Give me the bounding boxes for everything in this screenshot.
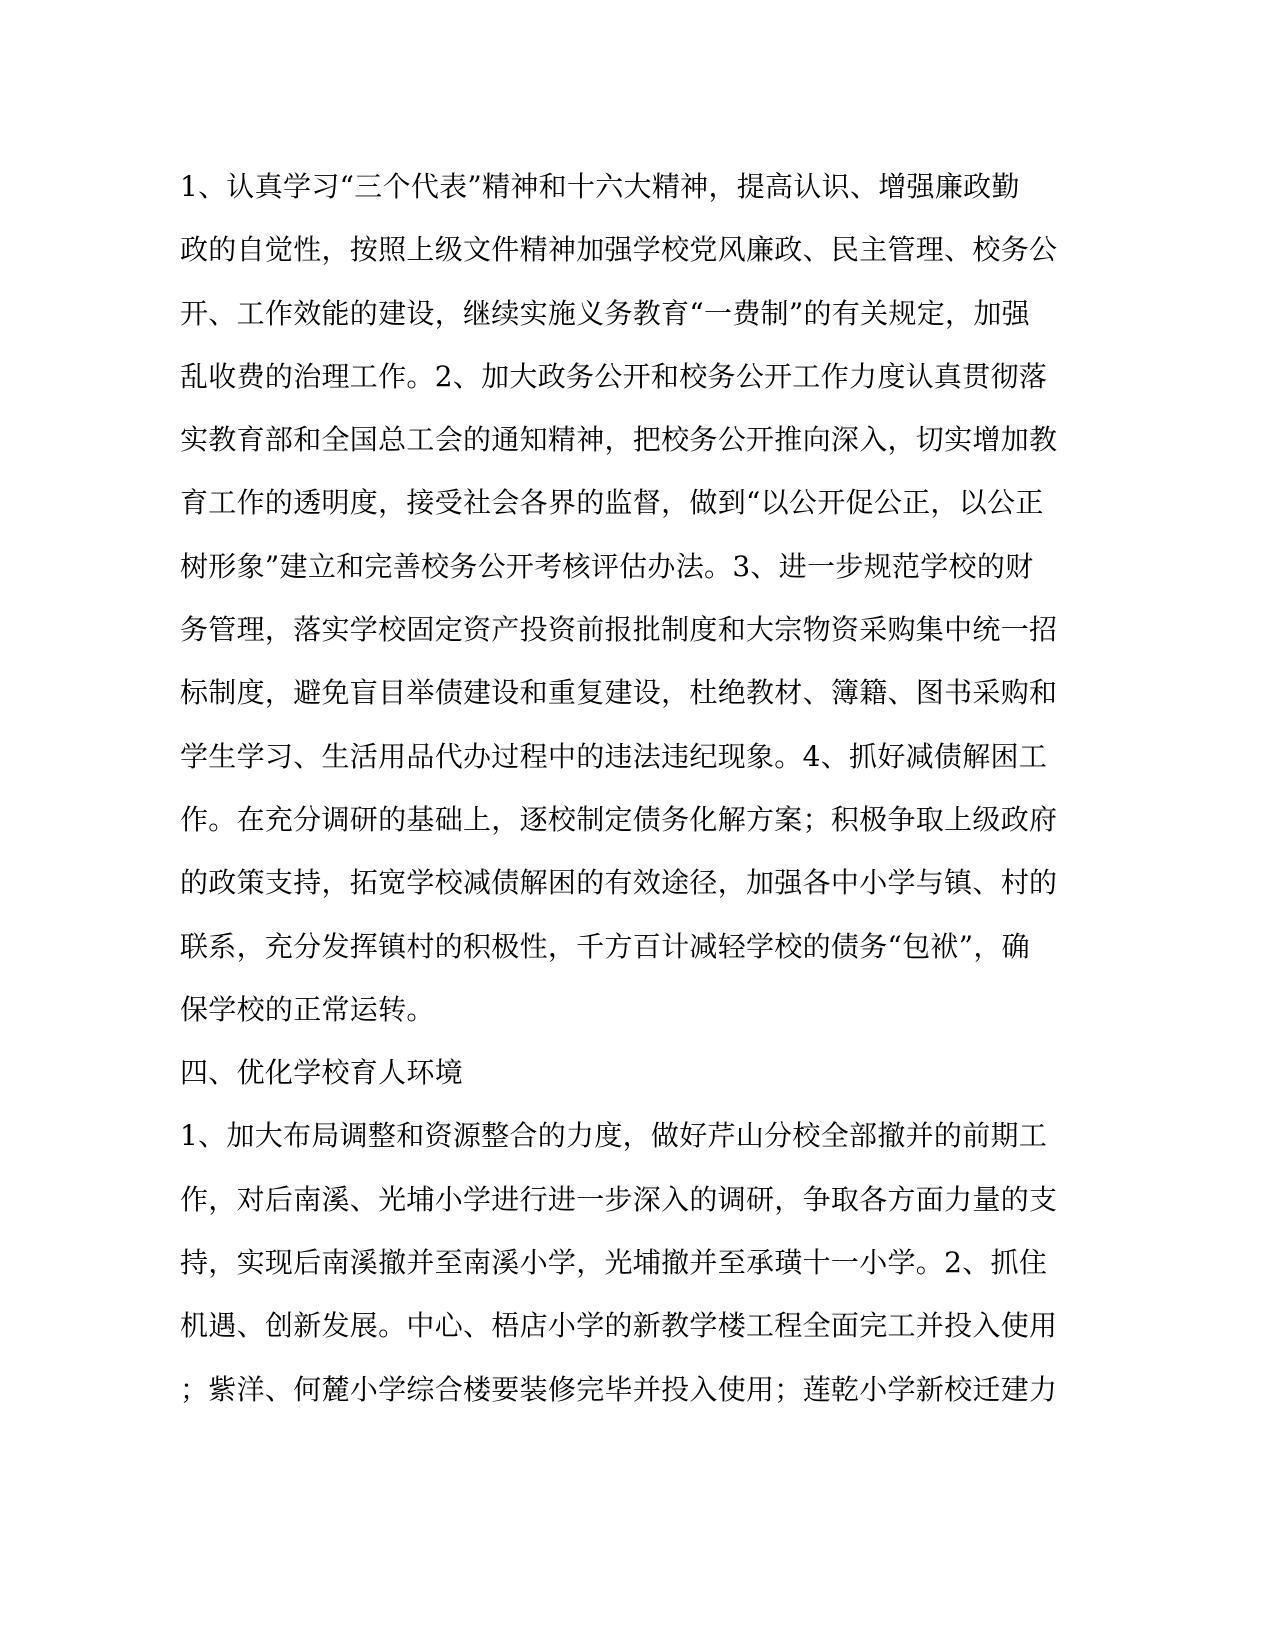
text-line: 实教育部和全国总工会的通知精神，把校务公开推向深入，切实增加教 — [180, 423, 1058, 457]
text-line: 1、认真学习“三个代表”精神和十六大精神，提高认识、增强廉政勤 — [180, 170, 1020, 203]
text-line: 机遇、创新发展。中心、梧店小学的新教学楼工程全面完工并投入使用 — [180, 1309, 1058, 1343]
text-line: 标制度，避免盲目举债建设和重复建设，杜绝教材、簿籍、图书采购和 — [180, 676, 1058, 710]
text-line: 的政策支持，拓宽学校减债解困的有效途径，加强各中小学与镇、村的 — [180, 866, 1058, 900]
text-line: 持，实现后南溪撤并至南溪小学，光埔撤并至承璜十一小学。2、抓住 — [180, 1246, 1048, 1280]
text-line: 育工作的透明度，接受社会各界的监督，做到“以公开促公正，以公正 — [180, 486, 1044, 520]
text-line: 政的自觉性，按照上级文件精神加强学校党风廉政、民主管理、校务公 — [180, 233, 1058, 267]
text-line: 开、工作效能的建设，继续实施义务教育“一费制”的有关规定，加强 — [180, 296, 1030, 330]
text-line: 作，对后南溪、光埔小学进行进一步深入的调研，争取各方面力量的支 — [180, 1182, 1058, 1216]
text-line: 乱收费的治理工作。2、加大政务公开和校务公开工作力度认真贯彻落 — [180, 359, 1048, 393]
body-text — [180, 155, 1058, 1421]
text-line: 保学校的正常运转。 — [180, 992, 435, 1026]
text-line: 1、加大布局调整和资源整合的力度，做好芹山分校全部撤并的前期工 — [180, 1119, 1048, 1153]
text-line: 联系，充分发挥镇村的积极性，千方百计减轻学校的债务“包袱”，确 — [180, 929, 1030, 963]
text-line: ；紫洋、何麓小学综合楼要装修完毕并投入使用；莲乾小学新校迁建力 — [180, 1372, 1058, 1406]
text-line: 树形象”建立和完善校务公开考核评估办法。3、进一步规范学校的财 — [180, 549, 1034, 583]
text-line: 务管理，落实学校固定资产投资前报批制度和大宗物资采购集中统一招 — [180, 613, 1058, 647]
text-line: 学生学习、生活用品代办过程中的违法违纪现象。4、抓好减债解困工 — [180, 739, 1048, 773]
text-line: 作。在充分调研的基础上，逐校制定债务化解方案；积极争取上级政府 — [180, 802, 1058, 836]
section-heading: 四、优化学校育人环境 — [180, 1056, 464, 1090]
